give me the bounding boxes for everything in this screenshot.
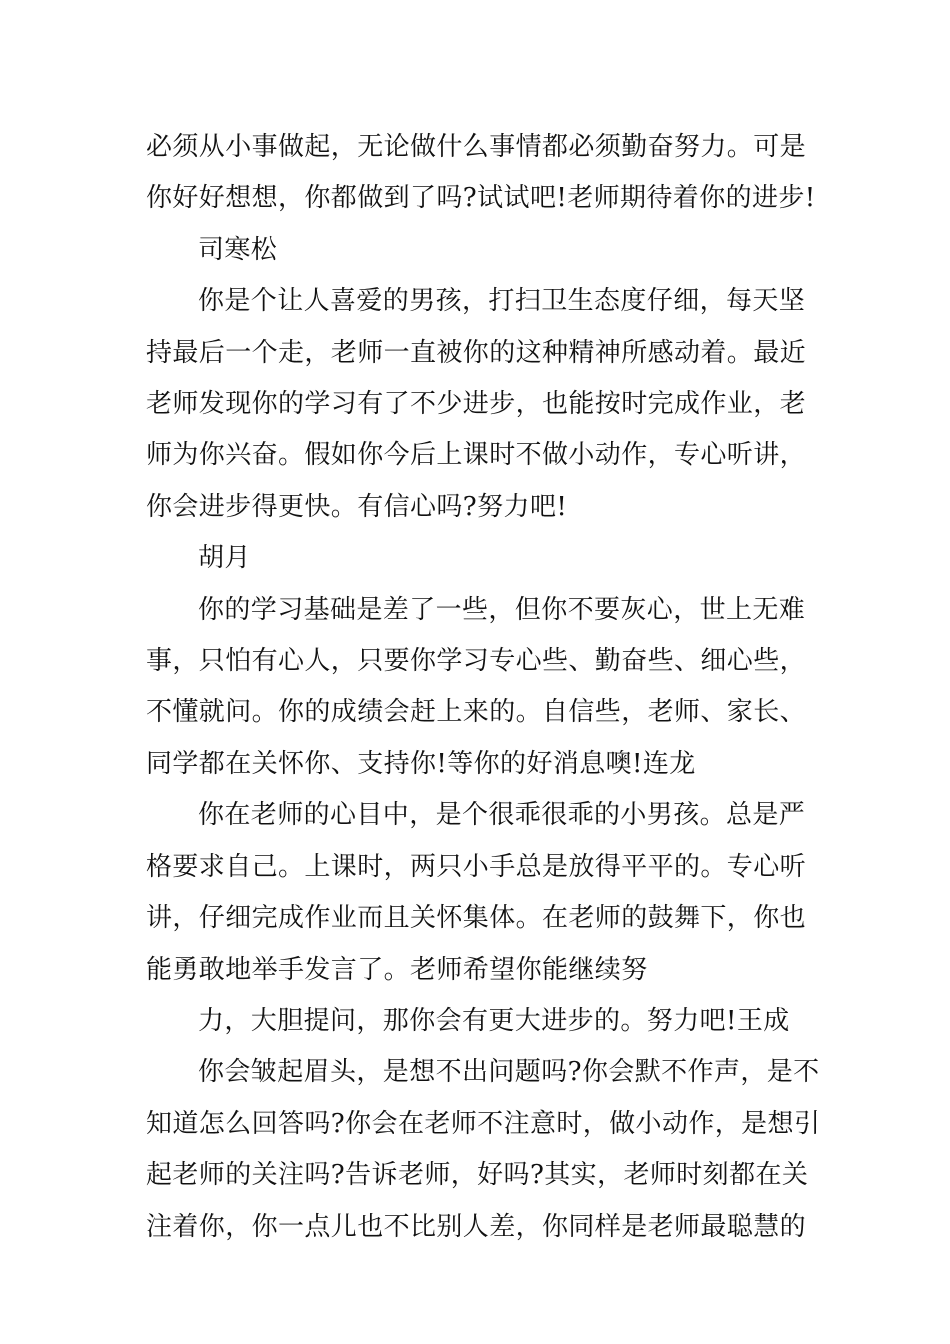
text-line: 注着你，你一点儿也不比别人差，你同样是老师最聪慧的 xyxy=(146,1211,807,1242)
text-line: 你的学习基础是差了一些，但你不要灰心，世上无难 xyxy=(198,594,806,625)
text-line: 你好好想想，你都做到了吗?试试吧!老师期待着你的进步! xyxy=(146,183,816,214)
text-line: 能勇敢地举手发言了。老师希望你能继续努 xyxy=(146,954,648,985)
text-line: 格要求自己。上课时，两只小手总是放得平平的。专心听 xyxy=(146,851,807,882)
text-line: 力，大胆提问，那你会有更大进步的。努力吧!王成 xyxy=(198,1005,790,1036)
text-line: 你会进步得更快。有信心吗?努力吧! xyxy=(146,491,568,522)
text-line: 你是个让人喜爱的男孩，打扫卫生态度仔细，每天坚 xyxy=(198,286,806,317)
text-line: 师为你兴奋。假如你今后上课时不做小动作，专心听讲， xyxy=(146,440,807,471)
text-line: 老师发现你的学习有了不少进步，也能按时完成作业，老 xyxy=(146,389,807,420)
text-line: 事，只怕有心人，只要你学习专心些、勤奋些、细心些， xyxy=(146,646,807,677)
text-line: 你在老师的心目中，是个很乖很乖的小男孩。总是严 xyxy=(198,800,806,831)
text-line: 起老师的关注吗?告诉老师，好吗?其实，老师时刻都在关 xyxy=(146,1160,809,1191)
student-name: 胡月 xyxy=(198,543,251,574)
text-line: 同学都在关怀你、支持你!等你的好消息噢!连龙 xyxy=(146,748,696,779)
text-line: 讲，仔细完成作业而且关怀集体。在老师的鼓舞下，你也 xyxy=(146,903,807,934)
text-line: 必须从小事做起，无论做什么事情都必须勤奋努力。可是 xyxy=(146,132,807,162)
text-line: 你会皱起眉头，是想不出问题吗?你会默不作声，是不 xyxy=(198,1057,820,1088)
text-line: 不懂就问。你的成绩会赶上来的。自信些，老师、家长、 xyxy=(146,697,807,728)
text-line: 持最后一个走，老师一直被你的这种精神所感动着。最近 xyxy=(146,337,807,368)
student-name: 司寒松 xyxy=(198,234,278,265)
document-body xyxy=(146,122,821,1253)
text-line: 知道怎么回答吗?你会在老师不注意时，做小动作，是想引 xyxy=(146,1108,821,1139)
